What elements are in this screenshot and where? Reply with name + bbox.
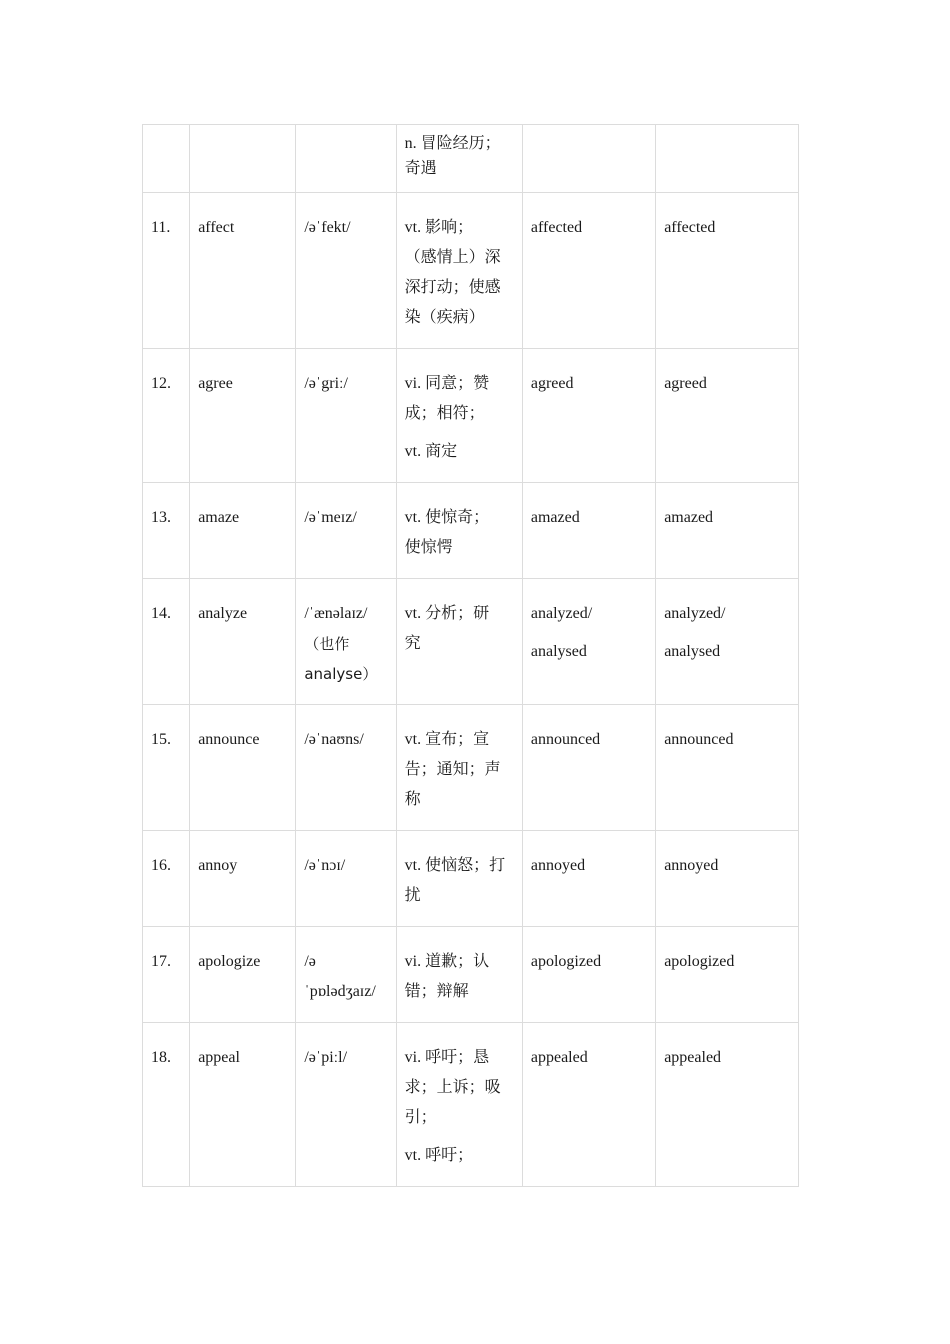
number-cell <box>143 349 190 483</box>
word-text: analyze <box>198 605 248 622</box>
definition-cell <box>396 125 522 193</box>
definition-line: 称 <box>404 791 421 808</box>
past-tense-line: agreed <box>530 375 574 392</box>
word-text: appeal <box>198 1049 240 1066</box>
definition-cell <box>396 705 522 831</box>
past-tense-cell <box>522 927 655 1023</box>
past-tense-cell <box>522 125 655 193</box>
number-cell <box>143 831 190 927</box>
past-participle-cell <box>656 125 799 193</box>
past-tense-line: annoyed <box>530 857 586 874</box>
past-tense-line: announced <box>530 731 601 748</box>
definition-line: vi. 呼吁；恳 <box>404 1049 490 1066</box>
number-cell <box>143 1023 190 1187</box>
row-number: 17. <box>151 953 171 970</box>
past-tense-cell <box>522 705 655 831</box>
past-tense-cell <box>522 483 655 579</box>
phonetic-line: /əˈmeɪz/ <box>304 509 357 526</box>
word-text: agree <box>198 375 233 392</box>
past-participle-cell <box>656 579 799 705</box>
past-participle-cell <box>656 483 799 579</box>
definition-line: vt. 使惊奇； <box>404 509 490 526</box>
definition-block <box>405 1141 514 1171</box>
phonetic-cell <box>296 349 396 483</box>
definition-line: n. 冒险经历； <box>404 135 501 152</box>
word-cell <box>190 579 296 705</box>
past-participle-line: analysed <box>664 643 721 660</box>
table-row <box>143 1023 799 1187</box>
past-tense-line: analysed <box>530 643 587 660</box>
row-number: 11. <box>151 219 171 236</box>
definition-line: 错；辩解 <box>404 983 469 1000</box>
table-row <box>143 579 799 705</box>
phonetic-cell <box>296 927 396 1023</box>
word-cell <box>190 1023 296 1187</box>
table-row <box>143 705 799 831</box>
definition-line: vt. 商定 <box>404 443 458 460</box>
definition-line: vi. 道歉；认 <box>404 953 490 970</box>
table-row <box>143 193 799 349</box>
definition-line: 引； <box>404 1109 437 1126</box>
table-body <box>143 125 799 1187</box>
definition-line: 奇遇 <box>404 160 437 177</box>
word-text: amaze <box>198 509 240 526</box>
word-cell <box>190 125 296 193</box>
table-row <box>143 349 799 483</box>
definition-block <box>405 503 514 563</box>
past-participle-cell <box>656 349 799 483</box>
definition-line: vt. 宣布；宣 <box>404 731 490 748</box>
definition-line: 扰 <box>404 887 421 904</box>
row-number: 12. <box>151 375 171 392</box>
past-tense-cell <box>522 349 655 483</box>
word-text: affect <box>198 219 235 236</box>
past-tense-line: appealed <box>530 1049 588 1066</box>
definition-cell <box>396 349 522 483</box>
word-cell <box>190 349 296 483</box>
definition-line: 使惊愕 <box>404 539 453 556</box>
vocabulary-table <box>142 124 799 1187</box>
definition-cell <box>396 579 522 705</box>
word-text: annoy <box>198 857 238 874</box>
definition-cell <box>396 193 522 349</box>
definition-line: 求；上诉；吸 <box>404 1079 501 1096</box>
definition-line: vi. 同意；赞 <box>404 375 490 392</box>
number-cell <box>143 705 190 831</box>
past-participle-cell <box>656 193 799 349</box>
definition-cell <box>396 831 522 927</box>
definition-block <box>405 213 514 333</box>
word-cell <box>190 483 296 579</box>
phonetic-line: /əˈnaʊns/ <box>304 731 364 748</box>
past-tense-line: analyzed/ <box>530 605 593 622</box>
definition-line: vt. 分析；研 <box>404 605 490 622</box>
table-row-continuation <box>143 125 799 193</box>
phonetic-line: /əˈgriː/ <box>304 375 348 392</box>
table-row <box>143 483 799 579</box>
word-cell <box>190 193 296 349</box>
definition-line: 成；相符； <box>404 405 485 422</box>
phonetic-cell <box>296 1023 396 1187</box>
word-text: announce <box>198 731 260 748</box>
definition-line: 深打动；使感 <box>404 279 501 296</box>
phonetic-cell <box>296 579 396 705</box>
row-number: 14. <box>151 605 171 622</box>
number-cell <box>143 193 190 349</box>
word-cell <box>190 705 296 831</box>
definition-cell <box>396 927 522 1023</box>
phonetic-cell <box>296 125 396 193</box>
phonetic-cell <box>296 831 396 927</box>
phonetic-line: /ə <box>304 953 316 970</box>
phonetic-line: /əˈpiːl/ <box>304 1049 348 1066</box>
past-participle-line: announced <box>664 731 734 748</box>
definition-block <box>405 947 514 1007</box>
past-participle-line: annoyed <box>664 857 719 874</box>
row-number: 18. <box>151 1049 171 1066</box>
word-cell <box>190 831 296 927</box>
row-number: 13. <box>151 509 171 526</box>
past-tense-cell <box>522 831 655 927</box>
past-tense-line: apologized <box>530 953 602 970</box>
definition-cell <box>396 483 522 579</box>
word-text: apologize <box>198 953 261 970</box>
phonetic-line: （也作 <box>304 635 350 653</box>
phonetic-line: /əˈnɔɪ/ <box>304 857 346 874</box>
definition-block <box>405 1043 514 1133</box>
row-number: 16. <box>151 857 171 874</box>
table-row <box>143 927 799 1023</box>
definition-cell <box>396 1023 522 1187</box>
phonetic-cell <box>296 193 396 349</box>
definition-line: 告；通知；声 <box>404 761 501 778</box>
row-number: 15. <box>151 731 171 748</box>
past-participle-cell <box>656 1023 799 1187</box>
past-participle-cell <box>656 927 799 1023</box>
definition-block <box>405 437 514 467</box>
past-participle-line: apologized <box>664 953 735 970</box>
past-participle-cell <box>656 705 799 831</box>
past-participle-line: amazed <box>664 509 714 526</box>
word-cell <box>190 927 296 1023</box>
past-tense-cell <box>522 193 655 349</box>
past-participle-line: affected <box>664 219 716 236</box>
phonetic-line: ˈpɒlədʒaɪz/ <box>304 983 376 1000</box>
past-participle-cell <box>656 831 799 927</box>
past-participle-line: analyzed/ <box>664 605 726 622</box>
past-tense-cell <box>522 579 655 705</box>
phonetic-cell <box>296 483 396 579</box>
definition-line: vt. 呼吁； <box>404 1147 474 1164</box>
phonetic-line: /ˈænəlaɪz/ <box>304 605 368 622</box>
table-row <box>143 831 799 927</box>
past-participle-line: appealed <box>664 1049 722 1066</box>
definition-block <box>405 851 514 911</box>
past-tense-line: amazed <box>530 509 580 526</box>
definition-line: 究 <box>404 635 421 652</box>
number-cell <box>143 125 190 193</box>
number-cell <box>143 579 190 705</box>
definition-line: 染（疾病） <box>404 309 485 326</box>
definition-line: vt. 使恼怒；打 <box>404 857 506 874</box>
past-participle-line: agreed <box>664 375 707 392</box>
definition-line: vt. 影响； <box>404 219 474 236</box>
past-tense-line: affected <box>530 219 583 236</box>
definition-block <box>405 725 514 815</box>
phonetic-line: analyse） <box>304 665 378 683</box>
definition-block <box>405 599 514 659</box>
past-tense-cell <box>522 1023 655 1187</box>
phonetic-line: /əˈfekt/ <box>304 219 351 236</box>
definition-block <box>405 369 514 429</box>
number-cell <box>143 483 190 579</box>
definition-line: （感情上）深 <box>404 249 501 266</box>
number-cell <box>143 927 190 1023</box>
phonetic-cell <box>296 705 396 831</box>
